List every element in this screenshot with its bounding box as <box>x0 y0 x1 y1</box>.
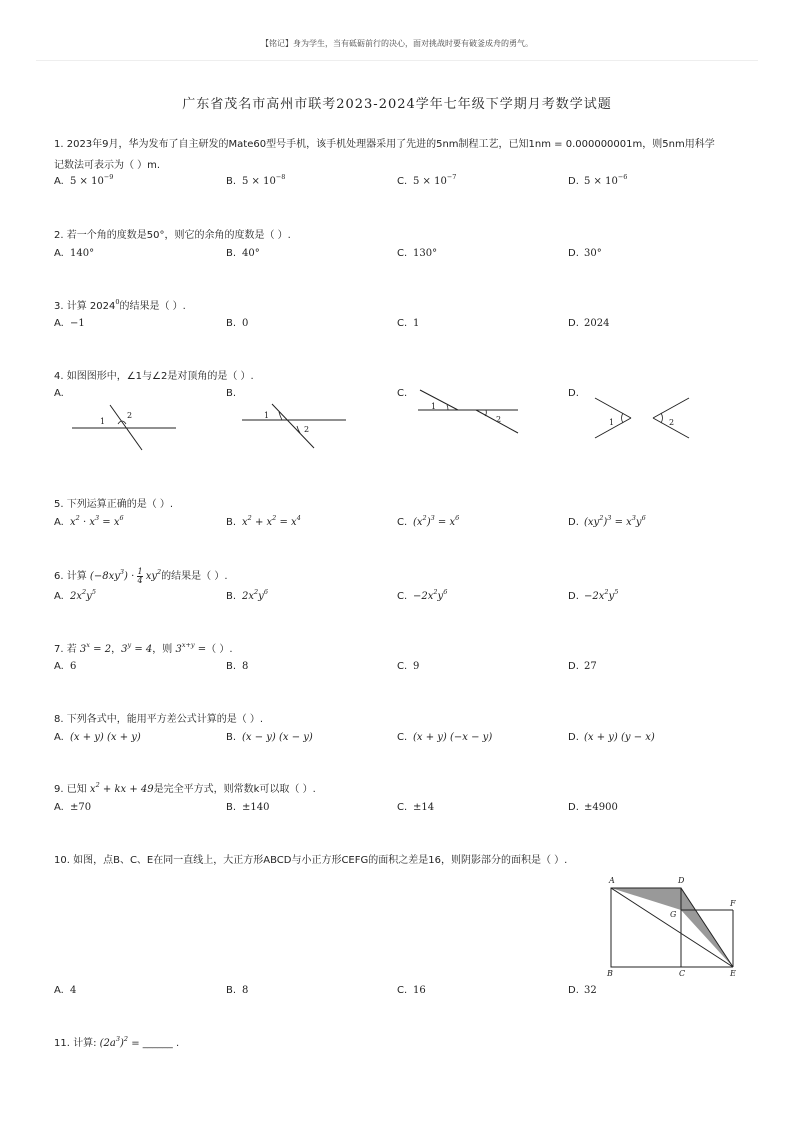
stem-text: 的结果是（ ）. <box>119 301 186 312</box>
option-value: ±14 <box>413 802 435 813</box>
option-b[interactable] <box>226 661 248 672</box>
point-label-g: G <box>670 910 677 919</box>
option-letter: D. <box>568 802 579 813</box>
option-letter: C. <box>397 388 408 399</box>
option-d[interactable] <box>568 802 618 813</box>
option-b[interactable] <box>226 802 269 813</box>
angle-label-2: 2 <box>127 411 133 420</box>
option-a[interactable] <box>54 173 114 187</box>
stem-exponent: 0 <box>115 298 120 306</box>
option-letter: D. <box>568 661 579 672</box>
option-value: 4 <box>70 985 77 996</box>
option-letter: B. <box>226 517 237 528</box>
option-letter: A. <box>54 388 64 399</box>
option-c[interactable] <box>397 732 492 743</box>
option-letter: C. <box>397 318 408 329</box>
option-d[interactable] <box>568 388 584 399</box>
option-b[interactable] <box>226 388 242 399</box>
option-expression: $2x^2y^5$ <box>70 588 96 602</box>
angle-label-1: 1 <box>431 402 437 411</box>
option-letter: C. <box>397 985 408 996</box>
point-label-b: B <box>607 969 613 978</box>
option-letter: A. <box>54 176 64 187</box>
stem-expression: $(-8xy^3)$ · $\frac{1}{4}$ $xy^2$ <box>89 567 162 585</box>
option-letter: A. <box>54 318 64 329</box>
figure-4a <box>60 400 190 456</box>
question-3-stem <box>54 296 186 317</box>
segment-de <box>681 888 733 967</box>
option-value: 0 <box>242 318 249 329</box>
option-value: (x − y) (x − y) <box>242 732 313 743</box>
option-value: 130° <box>413 248 438 259</box>
option-value: 1 <box>413 318 420 329</box>
question-1-stem <box>54 134 754 176</box>
figure-line <box>653 398 689 418</box>
option-letter: B. <box>226 661 237 672</box>
question-8-stem: 8. 下列各式中，能用平方差公式计算的是（ ）. <box>54 714 264 725</box>
option-d[interactable] <box>568 985 597 996</box>
question-7-stem: 7. 若 $3^x = 2$，$3^y = 4$，则 $3^{x+y}$ =（ ）. <box>54 641 233 655</box>
question-9-stem <box>54 779 316 800</box>
stem-text: 9. 已知 <box>54 784 87 795</box>
option-value: 5 × 10 <box>413 176 447 187</box>
option-expression: $2x^2y^6$ <box>242 588 268 602</box>
question-5-stem: 5. 下列运算正确的是（ ）. <box>54 499 174 510</box>
question-2-options <box>54 248 754 268</box>
option-value: 140° <box>70 248 95 259</box>
option-c[interactable] <box>397 248 437 259</box>
option-exponent: −8 <box>275 173 286 181</box>
option-letter: D. <box>568 591 579 602</box>
answer-blank[interactable]: = ______ . <box>131 1038 180 1049</box>
option-letter: B. <box>226 732 237 743</box>
option-a[interactable] <box>54 388 70 399</box>
figure-10-squares <box>598 872 748 980</box>
stem-expression: $3^{x+y}$ = <box>175 641 207 655</box>
figure-4d <box>585 390 705 446</box>
option-a[interactable] <box>54 661 76 672</box>
option-value: 16 <box>413 985 426 996</box>
option-letter: B. <box>226 985 237 996</box>
stem-expression: $(2a^3)^2$ <box>99 1035 129 1049</box>
question-5-options <box>54 514 754 537</box>
motto-banner: 【铭记】身为学生，当有砥砺前行的决心，面对挑战时要有破釜成舟的勇气。 <box>261 39 533 48</box>
angle-label-1: 1 <box>609 418 615 427</box>
point-label-d: D <box>678 876 685 885</box>
option-value: 8 <box>242 985 249 996</box>
stem-expression: $x^2$ + kx + 49 <box>89 781 154 795</box>
option-c[interactable] <box>397 985 426 996</box>
question-6-options <box>54 588 754 611</box>
option-b[interactable] <box>226 732 313 743</box>
option-expression: $-2x^2y^5$ <box>584 588 619 602</box>
option-exponent: −6 <box>617 173 628 181</box>
figure-line <box>595 398 631 418</box>
option-c[interactable] <box>397 173 457 187</box>
angle-label-2: 2 <box>669 418 675 427</box>
option-a[interactable] <box>54 588 96 602</box>
option-value: ±4900 <box>584 802 618 813</box>
option-letter: A. <box>54 985 64 996</box>
option-a[interactable] <box>54 985 76 996</box>
option-expression: $(xy^2)^3 = x^3y^6$ <box>584 514 646 528</box>
option-letter: B. <box>226 318 237 329</box>
shaded-triangle-top <box>611 888 681 910</box>
option-b[interactable] <box>226 588 268 602</box>
option-d[interactable] <box>568 248 602 259</box>
angle-label-1: 1 <box>264 411 270 420</box>
option-letter: C. <box>397 661 408 672</box>
option-letter: C. <box>397 732 408 743</box>
option-letter: C. <box>397 176 408 187</box>
option-value: 32 <box>584 985 597 996</box>
option-value: −1 <box>70 318 85 329</box>
stem-text: 11. 计算: <box>54 1038 97 1049</box>
option-letter: A. <box>54 517 64 528</box>
option-letter: D. <box>568 176 579 187</box>
angle-label-2: 2 <box>304 425 310 434</box>
option-value: 9 <box>413 661 420 672</box>
option-value: 5 × 10 <box>70 176 104 187</box>
option-b[interactable] <box>226 514 301 528</box>
option-value: 40° <box>242 248 260 259</box>
point-label-a: A <box>609 876 615 885</box>
angle-arc <box>622 413 624 423</box>
question-3-options <box>54 318 754 338</box>
option-letter: A. <box>54 661 64 672</box>
question-2-stem: 2. 若一个角的度数是50°，则它的余角的度数是（ ）. <box>54 230 291 241</box>
question-10-stem: 10. 如图，点B、C、E在同一直线上，大正方形ABCD与小正方形CEFG的面积之差是16，则阴影部分的面积是（ ）. <box>54 855 568 866</box>
option-letter: D. <box>568 388 579 399</box>
option-letter: B. <box>226 176 237 187</box>
angle-arc <box>447 405 448 410</box>
option-d[interactable] <box>568 318 609 329</box>
option-letter: D. <box>568 732 579 743</box>
stem-text: 6. 计算 <box>54 571 87 582</box>
option-a[interactable] <box>54 514 124 528</box>
header-divider <box>36 60 758 61</box>
option-letter: D. <box>568 985 579 996</box>
option-d[interactable] <box>568 588 619 602</box>
figure-4c <box>410 385 530 441</box>
option-letter: D. <box>568 248 579 259</box>
option-value: 30° <box>584 248 602 259</box>
option-letter: A. <box>54 802 64 813</box>
option-a[interactable] <box>54 318 85 329</box>
option-d[interactable] <box>568 661 597 672</box>
option-value: 5 × 10 <box>242 176 276 187</box>
question-7-options <box>54 661 754 681</box>
stem-text: 7. 若 <box>54 644 77 655</box>
option-a[interactable] <box>54 248 94 259</box>
question-9-options <box>54 802 754 822</box>
option-exponent: −9 <box>103 173 114 181</box>
question-1-options <box>54 173 754 196</box>
option-a[interactable] <box>54 802 91 813</box>
option-letter: B. <box>226 802 237 813</box>
page-title: 广东省茂名市高州市联考2023-2024学年七年级下学期月考数学试题 <box>182 97 612 112</box>
stem-text: （ ）. <box>206 644 233 655</box>
option-d[interactable] <box>568 514 646 528</box>
angle-arc <box>661 413 663 423</box>
question-1-line1: 1. 2023年9月，华为发布了自主研发的Mate60型号手机，该手机处理器采用了先进的5nm制程工艺，已知1nm = 0.000000001m，则5nm用科学 <box>54 139 715 150</box>
question-11-stem <box>54 1033 179 1054</box>
option-letter: C. <box>397 517 408 528</box>
option-c[interactable] <box>397 588 448 602</box>
option-expression: $-2x^2y^6$ <box>413 588 448 602</box>
option-value: ±140 <box>242 802 270 813</box>
option-value: (x + y) (−x − y) <box>413 732 493 743</box>
stem-text: 3. 计算 2024 <box>54 301 116 312</box>
point-label-e: E <box>730 969 736 978</box>
option-a[interactable] <box>54 732 141 743</box>
option-letter: A. <box>54 248 64 259</box>
option-letter: D. <box>568 318 579 329</box>
option-value: 2024 <box>584 318 610 329</box>
question-8-options <box>54 732 754 752</box>
option-letter: C. <box>397 802 408 813</box>
option-letter: B. <box>226 591 237 602</box>
figure-line <box>420 390 458 410</box>
option-c[interactable] <box>397 318 419 329</box>
question-1-line2: 记数法可表示为（ ）m. <box>54 160 161 171</box>
option-value: 6 <box>70 661 77 672</box>
option-letter: A. <box>54 591 64 602</box>
point-label-c: C <box>679 969 686 978</box>
question-6-stem <box>54 566 228 587</box>
option-letter: B. <box>226 388 237 399</box>
option-letter: B. <box>226 248 237 259</box>
option-value: ±70 <box>70 802 92 813</box>
question-4-stem: 4. 如图图形中，∠1与∠2是对顶角的是（ ）. <box>54 371 254 382</box>
option-letter: C. <box>397 591 408 602</box>
stem-text: 的结果是（ ）. <box>161 571 228 582</box>
option-value: 27 <box>584 661 597 672</box>
option-c[interactable] <box>397 802 434 813</box>
option-b[interactable] <box>226 248 260 259</box>
stem-expression: $3^y = 4$ <box>121 641 153 655</box>
option-c[interactable] <box>397 514 460 528</box>
option-value: (x + y) (x + y) <box>70 732 141 743</box>
angle-label-2: 2 <box>496 415 502 424</box>
angle-label-1: 1 <box>100 417 106 426</box>
option-b[interactable] <box>226 985 248 996</box>
point-label-f: F <box>730 899 736 908</box>
option-letter: D. <box>568 517 579 528</box>
option-expression: $(x^2)^3 = x^6$ <box>413 514 460 528</box>
option-expression: $x^2 + x^2 = x^4$ <box>242 514 301 528</box>
option-expression: $x^2 \cdot x^3 = x^6$ <box>70 514 124 528</box>
figure-4b <box>236 400 356 456</box>
option-value: (x + y) (y − x) <box>584 732 655 743</box>
option-letter: C. <box>397 248 408 259</box>
option-exponent: −7 <box>446 173 457 181</box>
option-d[interactable] <box>568 732 655 743</box>
option-value: 5 × 10 <box>584 176 618 187</box>
option-b[interactable] <box>226 318 248 329</box>
stem-expression: $3^x = 2$ <box>79 641 112 655</box>
option-value: 8 <box>242 661 249 672</box>
stem-text: 是完全平方式，则常数k可以取（ ）. <box>153 784 316 795</box>
question-10-options <box>54 985 754 1005</box>
option-b[interactable] <box>226 173 286 187</box>
option-letter: A. <box>54 732 64 743</box>
option-d[interactable] <box>568 173 628 187</box>
option-c[interactable] <box>397 661 419 672</box>
